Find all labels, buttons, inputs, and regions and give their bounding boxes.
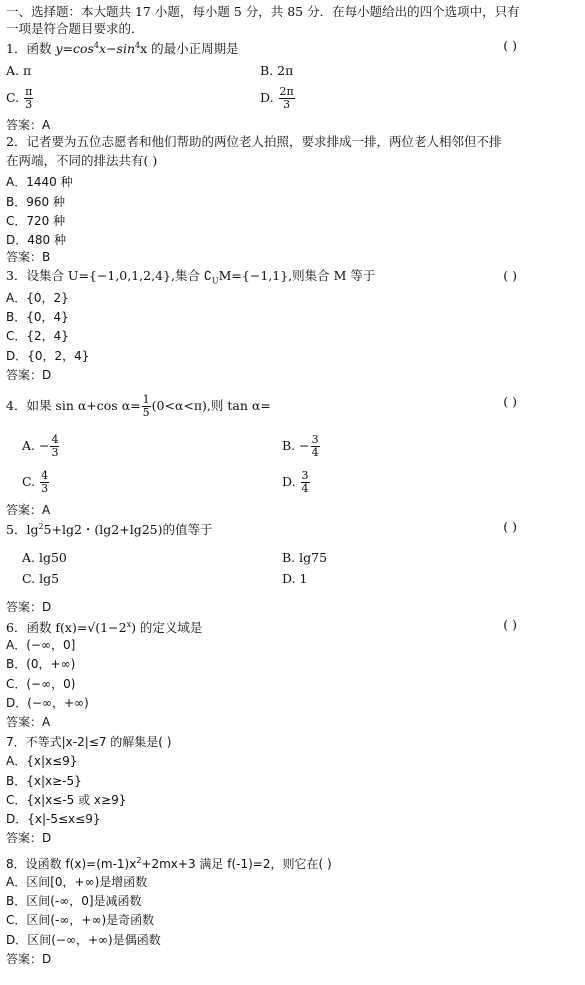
q6-option-c: C．(−∞，0) [6,677,76,691]
q1-option-c: C. $\frac{\pi}{3}$ [6,85,33,111]
q4-answer-blank: ( ) [503,394,517,409]
q6-answer-blank: ( ) [503,617,517,632]
q4-stem: 4．如果 sin α+cos α= $\frac{1}{5}$ (0<α<π),则 tan α= [6,393,271,419]
q8-option-a: A．区间[0，+∞)是增函数 [6,875,148,889]
q5-option-d: D. 1 [282,571,308,586]
q8-answer: 答案：D [6,952,52,966]
q2-option-d: D．480 种 [6,233,66,247]
q3-option-d: D．{0，2，4} [6,349,90,363]
q6-option-d: D．(−∞，+∞) [6,696,89,710]
q7-stem: 7．不等式|x-2|≤7 的解集是( ) [6,735,172,749]
q2-stem-line-2: 在两端，不同的排法共有( ) [6,153,158,168]
q7-option-c: C．{x|x≤-5 或 x≥9} [6,793,127,807]
q6-stem: 6．函数 $f(x)=√(1-2^x)$ 的定义域是 [6,620,203,636]
q1-option-d: D. $\frac{2\pi}{3}$ [260,85,294,111]
instructions-line-2: 一项是符合题目要求的． [6,21,144,36]
q2-option-a: A．1440 种 [6,175,73,189]
q8-stem: 8．设函数 $f(x)=(m-1)x^2+2mx+3$ 满足 f(-1)=2，则它在( ) [6,856,332,871]
q7-option-d: D．{x|-5≤x≤9} [6,812,101,826]
q7-option-b: B．{x|x≥-5} [6,774,82,788]
q1-answer-blank: ( ) [503,38,517,53]
q5-option-b: B. lg75 [282,550,328,565]
q4-answer: 答案：A [6,503,51,517]
q5-answer: 答案：D [6,600,52,614]
q5-answer-blank: ( ) [503,519,517,534]
q5-option-c: C. lg5 [22,571,60,586]
q5-stem: 5．$\lg^25+\lg 2$・(lg2+lg25)的值等于 [6,522,213,538]
q3-answer-blank: ( ) [503,268,517,283]
q2-option-b: B．960 种 [6,195,65,209]
q2-option-c: C．720 种 [6,214,66,228]
q6-option-a: A．(−∞，0] [6,638,76,652]
q3-option-b: B．{0，4} [6,310,69,324]
q6-option-b: B．(0，+∞) [6,657,76,671]
q3-option-a: A．{0，2} [6,291,69,305]
q1-option-b: B. 2π [260,63,294,78]
q1-answer: 答案：A [6,118,51,132]
q4-option-c: C. $\frac{4}{3}$ [22,469,49,495]
q3-stem: 3．设集合 U={−1,0,1,2,4},集合 $∁_UM=\{-1,1\}$,则集合 M 等于 [6,268,376,286]
q8-option-c: C．区间(-∞，+∞)是奇函数 [6,913,155,927]
q3-option-c: C．{2，4} [6,329,69,343]
q5-option-a: A. lg50 [22,550,67,565]
q8-option-b: B．区间(-∞，0]是减函数 [6,894,142,908]
q2-answer: 答案：B [6,250,51,264]
q1-option-a: A. π [6,63,32,78]
q4-option-d: D. $\frac{3}{4}$ [282,469,309,495]
instructions-line-1: 一、选择题：本大题共 17 小题，每小题 5 分，共 85 分．在每小题给出的四个选项中，只有 [6,4,520,19]
q4-option-a: A. − $\frac{4}{3}$ [22,433,59,459]
q6-answer: 答案：A [6,715,51,729]
q4-option-b: B. − $\frac{3}{4}$ [282,433,319,459]
q7-option-a: A．{x|x≤9} [6,754,78,768]
q2-stem-line-1: 2．记者要为五位志愿者和他们帮助的两位老人拍照，要求排成一排，两位老人相邻但不排 [6,134,502,149]
q3-answer: 答案：D [6,368,52,382]
q1-stem: 1．函数 $y=\cos^4x-\sin^4x$ 的最小正周期是 [6,41,239,57]
q8-option-d: D．区间(−∞，+∞)是偶函数 [6,933,161,947]
q7-answer: 答案：D [6,831,52,845]
